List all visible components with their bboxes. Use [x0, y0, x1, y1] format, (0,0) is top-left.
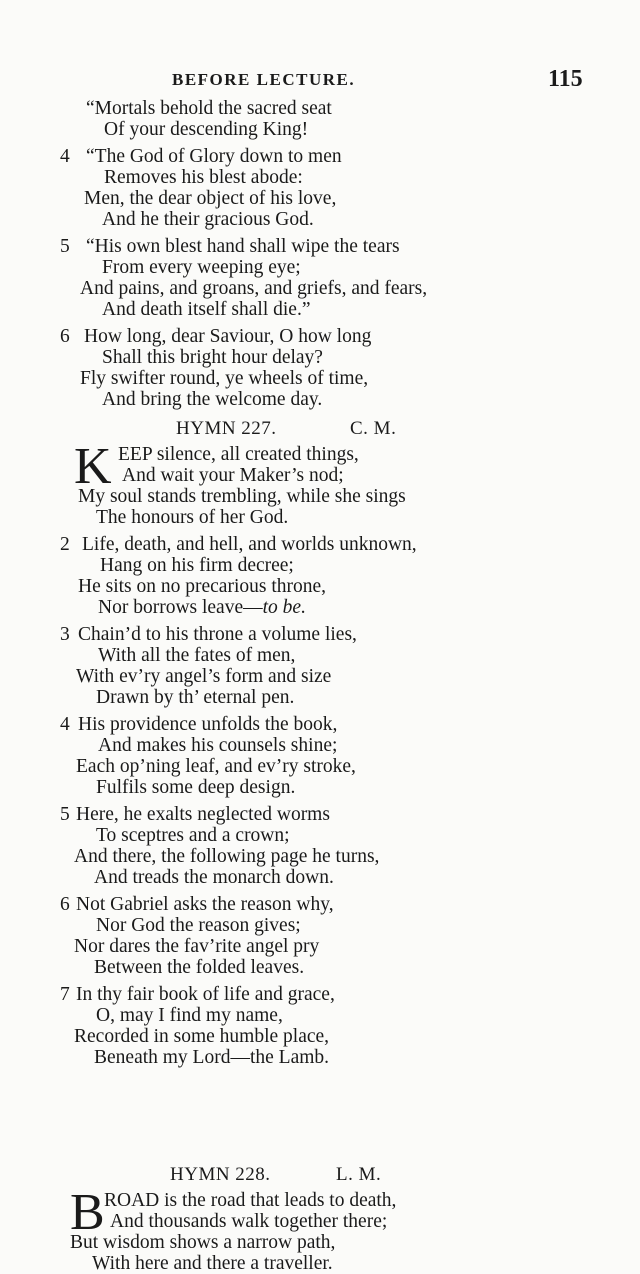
page-number: 115 — [548, 66, 583, 92]
verse-line: Recorded in some humble place, — [74, 1026, 330, 1047]
stanza — [0, 894, 640, 978]
verse-line: 5 “His own blest hand shall wipe the tears — [60, 236, 400, 257]
stanza — [0, 236, 640, 320]
verse-line: EEP silence, all created things, — [118, 444, 359, 465]
page-content — [0, 98, 640, 1274]
verse-line: Each op’ning leaf, and ev’ry stroke, — [76, 756, 356, 777]
verse-line: 6 Not Gabriel asks the reason why, — [60, 894, 334, 915]
verse-line: And there, the following page he turns, — [74, 846, 380, 867]
stanza — [0, 146, 640, 230]
verse-line: And makes his counsels shine; — [98, 735, 338, 756]
stanza — [0, 624, 640, 708]
verse-line: And he their gracious God. — [102, 209, 314, 230]
drop-cap: B — [70, 1184, 105, 1241]
verse-line: My soul stands trembling, while she sings — [78, 486, 406, 507]
verse-line: He sits on no precarious throne, — [78, 576, 327, 597]
verse-line: 4 His providence unfolds the book, — [60, 714, 338, 735]
stanza — [0, 438, 640, 528]
verse-line: And bring the welcome day. — [102, 389, 323, 410]
italic-phrase: to be. — [262, 597, 306, 618]
verse-line: Beneath my Lord—the Lamb. — [94, 1047, 330, 1068]
verse-line: Fly swifter round, ye wheels of time, — [80, 368, 369, 389]
verse-line: Nor dares the fav’rite angel pry — [74, 936, 320, 957]
verse-line: With here and there a traveller. — [92, 1253, 333, 1274]
verse-line: Fulfils some deep design. — [96, 777, 296, 798]
verse-line: O, may I find my name, — [96, 1005, 283, 1026]
hymn-meter: L. M. — [336, 1164, 382, 1185]
verse-line: And death itself shall die.” — [102, 299, 311, 320]
verse-line: Nor God the reason gives; — [96, 915, 301, 936]
verse-line: Hang on his firm decree; — [100, 555, 294, 576]
verse-line: Removes his blest abode: — [104, 167, 303, 188]
stanza-number: 7 — [60, 984, 70, 1005]
stanza — [0, 804, 640, 888]
stanza-number: 2 — [60, 534, 70, 555]
verse-line: Nor borrows leave—to be. — [98, 597, 306, 618]
verse-line — [0, 1095, 640, 1116]
stanza-number: 5 — [60, 236, 70, 257]
stanza — [0, 1074, 640, 1158]
verse-line: 5 Here, he exalts neglected worms — [60, 804, 330, 825]
stanza — [0, 1184, 640, 1274]
stanza-number: 6 — [60, 894, 70, 915]
verse-line: Drawn by th’ eternal pen. — [96, 687, 295, 708]
verse-line: “Mortals behold the sacred seat — [86, 98, 332, 119]
running-head: BEFORE LECTURE. — [172, 70, 356, 89]
verse-line: 2 Life, death, and hell, and worlds unknown, — [60, 534, 417, 555]
verse-line: With all the fates of men, — [98, 645, 296, 666]
stanza-number: 5 — [60, 804, 70, 825]
stanza-number: 3 — [60, 624, 70, 645]
verse-line: 3 Chain’d to his throne a volume lies, — [60, 624, 357, 645]
verse-line — [0, 1116, 640, 1137]
verse-line: From every weeping eye; — [102, 257, 301, 278]
verse-line: And treads the monarch down. — [94, 867, 334, 888]
hymn-meter: C. M. — [350, 418, 397, 439]
verse-line: Shall this bright hour delay? — [102, 347, 323, 368]
stanza-number: 4 — [60, 714, 70, 735]
stanza — [0, 98, 640, 140]
verse-line: With ev’ry angel’s form and size — [76, 666, 332, 687]
verse-line: 7 In thy fair book of life and grace, — [60, 984, 335, 1005]
page-header — [0, 66, 640, 96]
stanza — [0, 714, 640, 798]
hymn-number: HYMN 227. — [176, 418, 277, 439]
verse-line: To sceptres and a crown; — [96, 825, 290, 846]
verse-line — [0, 1074, 640, 1095]
stanza-number: 4 — [60, 146, 70, 167]
verse-line: The honours of her God. — [96, 507, 289, 528]
verse-line: And wait your Maker’s nod; — [122, 465, 344, 486]
verse-line — [0, 1137, 640, 1158]
verse-line: 4 “The God of Glory down to men — [60, 146, 342, 167]
verse-line: Between the folded leaves. — [94, 957, 305, 978]
drop-cap: K — [74, 438, 112, 495]
hymn-number: HYMN 228. — [170, 1164, 271, 1185]
verse-line: And pains, and groans, and griefs, and fears, — [80, 278, 428, 299]
verse-line: And thousands walk together there; — [110, 1211, 388, 1232]
stanza — [0, 326, 640, 410]
verse-line: Men, the dear object of his love, — [84, 188, 337, 209]
verse-line: 6 How long, dear Saviour, O how long — [60, 326, 372, 347]
verse-line: ROAD is the road that leads to death, — [104, 1190, 397, 1211]
stanza-number: 6 — [60, 326, 70, 347]
stanza — [0, 534, 640, 618]
stanza — [0, 984, 640, 1068]
verse-line: But wisdom shows a narrow path, — [70, 1232, 336, 1253]
verse-line: Of your descending King! — [104, 119, 309, 140]
